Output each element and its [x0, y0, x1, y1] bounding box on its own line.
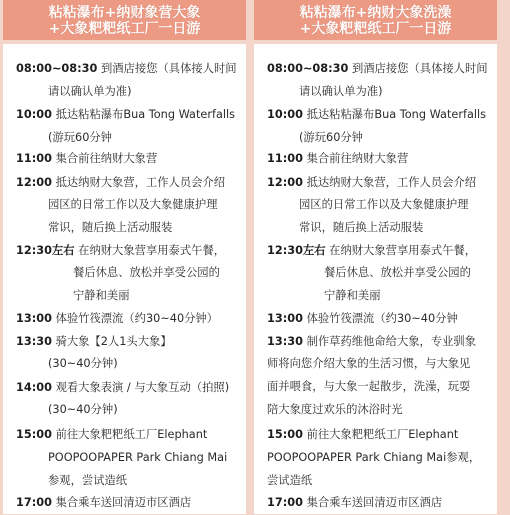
schedule-time: 11:00: [267, 152, 303, 165]
schedule-continuation: 餐后休息、放松并享受公园的: [324, 266, 471, 279]
schedule-text: 到酒店接您（具体接人时间: [351, 62, 488, 75]
schedule-time: 13:00: [267, 312, 303, 325]
schedule-continuation: 请以确认单为准): [299, 85, 383, 98]
schedule-item: [267, 104, 510, 127]
itinerary-column-left: [3, 0, 246, 509]
itinerary-card-left: [3, 44, 246, 514]
schedule-item: [16, 424, 259, 447]
schedule-time: 15:00: [267, 428, 303, 441]
schedule-time: 15:00: [16, 428, 52, 441]
schedule-time: 17:00: [267, 496, 303, 509]
schedule-time: 08:00~08:30: [16, 62, 98, 75]
itinerary-header-right: [254, 0, 497, 40]
schedule-text: 集合乘车送回清迈市区酒店: [306, 496, 443, 509]
schedule-continuation: 参观，尝试造纸: [48, 474, 128, 487]
schedule-continuation: 面并喂食，与大象一起散步，洗澡，玩耍: [267, 380, 471, 393]
schedule-text: 抵达粘粘瀑布Bua Tong Waterfalls: [306, 108, 487, 121]
schedule-time: 10:00: [267, 108, 303, 121]
schedule-time: 13:30: [16, 335, 52, 348]
itinerary-title-line1: 粘粘瀑布+纳财大象洗澡: [299, 5, 452, 21]
schedule-continuation: 园区的日常工作以及大象健康护理: [48, 198, 218, 211]
schedule-continuation: 餐后休息、放松并享受公园的: [73, 266, 220, 279]
schedule-continuation: (30~40分钟): [48, 403, 118, 416]
schedule-text: 体验竹筏漂流（约30~40分钟）: [55, 312, 219, 325]
itinerary-title-line2: +大象粑粑纸工厂一日游: [48, 21, 201, 37]
schedule-continuation: 常识，随后换上活动服装: [299, 221, 424, 234]
schedule-text: 集合前往纳财大象营: [55, 152, 158, 165]
schedule-text: 前往大象粑粑纸工厂Elephant: [55, 428, 208, 441]
schedule-text: 体验竹筏漂流（约30~40分钟: [306, 312, 458, 325]
schedule-item: [16, 331, 259, 354]
schedule-continuation: (30~40分钟): [48, 357, 118, 370]
schedule-continuation: 宁静和美丽: [324, 289, 381, 302]
schedule-text: 集合乘车送回清迈市区酒店: [55, 496, 192, 509]
schedule-text: 抵达粘粘瀑布Bua Tong Waterfalls: [55, 108, 236, 121]
schedule-time: 08:00~08:30: [267, 62, 349, 75]
schedule-text: 骑大象【2人1头大象】: [55, 335, 172, 348]
schedule-time: 11:00: [16, 152, 52, 165]
schedule-item: [16, 172, 259, 195]
schedule-continuation: 尝试造纸: [267, 474, 313, 487]
schedule-time: 14:00: [16, 381, 52, 394]
schedule-continuation: 陪大象度过欢乐的沐浴时光: [267, 403, 403, 416]
schedule-continuation: 园区的日常工作以及大象健康护理: [299, 198, 469, 211]
schedule-item: [16, 148, 259, 171]
itinerary-card-right: [254, 44, 497, 514]
schedule-item: [16, 492, 259, 515]
schedule-text: 制作草药维他命给大象，专业驯象: [306, 335, 477, 348]
schedule-item: [16, 240, 259, 263]
schedule-item: [267, 240, 510, 263]
schedule-continuation: POOPOOPAPER Park Chiang Mai: [48, 451, 228, 464]
schedule-continuation: 常识，随后换上活动服装: [48, 221, 173, 234]
schedule-item: [267, 492, 510, 515]
schedule-continuation: 师将向您介绍大象的生活习惯，与大象见: [267, 357, 471, 370]
schedule-continuation: POOPOOPAPER Park Chiang Mai参观，: [267, 451, 481, 464]
schedule-time: 12:30左右: [267, 244, 326, 257]
schedule-time: 12:00: [267, 176, 303, 189]
schedule-text: 到酒店接您（具体接人时间: [100, 62, 237, 75]
schedule-continuation: (游玩60分钟: [48, 131, 112, 144]
schedule-item: [267, 331, 510, 354]
schedule-text: 抵达纳财大象营，工作人员会介绍: [306, 176, 477, 189]
schedule-item: [267, 424, 510, 447]
schedule-item: [16, 308, 259, 331]
schedule-time: 12:30左右: [16, 244, 75, 257]
schedule-text: 前往大象粑粑纸工厂Elephant: [306, 428, 459, 441]
schedule-time: 10:00: [16, 108, 52, 121]
schedule-time: 12:00: [16, 176, 52, 189]
schedule-time: 17:00: [16, 496, 52, 509]
schedule-time: 13:00: [16, 312, 52, 325]
itinerary-title-line2: +大象粑粑纸工厂一日游: [299, 21, 452, 37]
schedule-item: [16, 104, 259, 127]
schedule-continuation: 请以确认单为准): [48, 85, 132, 98]
schedule-item: [267, 308, 510, 331]
itinerary-title-line1: 粘粘瀑布+纳财象营大象: [48, 5, 201, 21]
schedule-item: [16, 58, 259, 81]
schedule-item: [267, 172, 510, 195]
schedule-item: [267, 148, 510, 171]
schedule-text: 在纳财大象营享用泰式午餐，: [78, 244, 226, 257]
column-divider: [248, 0, 251, 500]
schedule-text: 在纳财大象营享用泰式午餐，: [329, 244, 477, 257]
schedule-item: [16, 377, 259, 400]
schedule-time: 13:30: [267, 335, 303, 348]
itinerary-header-left: [3, 0, 246, 40]
itinerary-column-right: [254, 0, 497, 509]
schedule-item: [267, 58, 510, 81]
schedule-text: 集合前往纳财大象营: [306, 152, 409, 165]
schedule-continuation: (游玩60分钟: [299, 131, 363, 144]
schedule-text: 抵达纳财大象营，工作人员会介绍: [55, 176, 226, 189]
schedule-text: 观看大象表演 / 与大象互动（拍照): [55, 381, 230, 394]
schedule-continuation: 宁静和美丽: [73, 289, 130, 302]
